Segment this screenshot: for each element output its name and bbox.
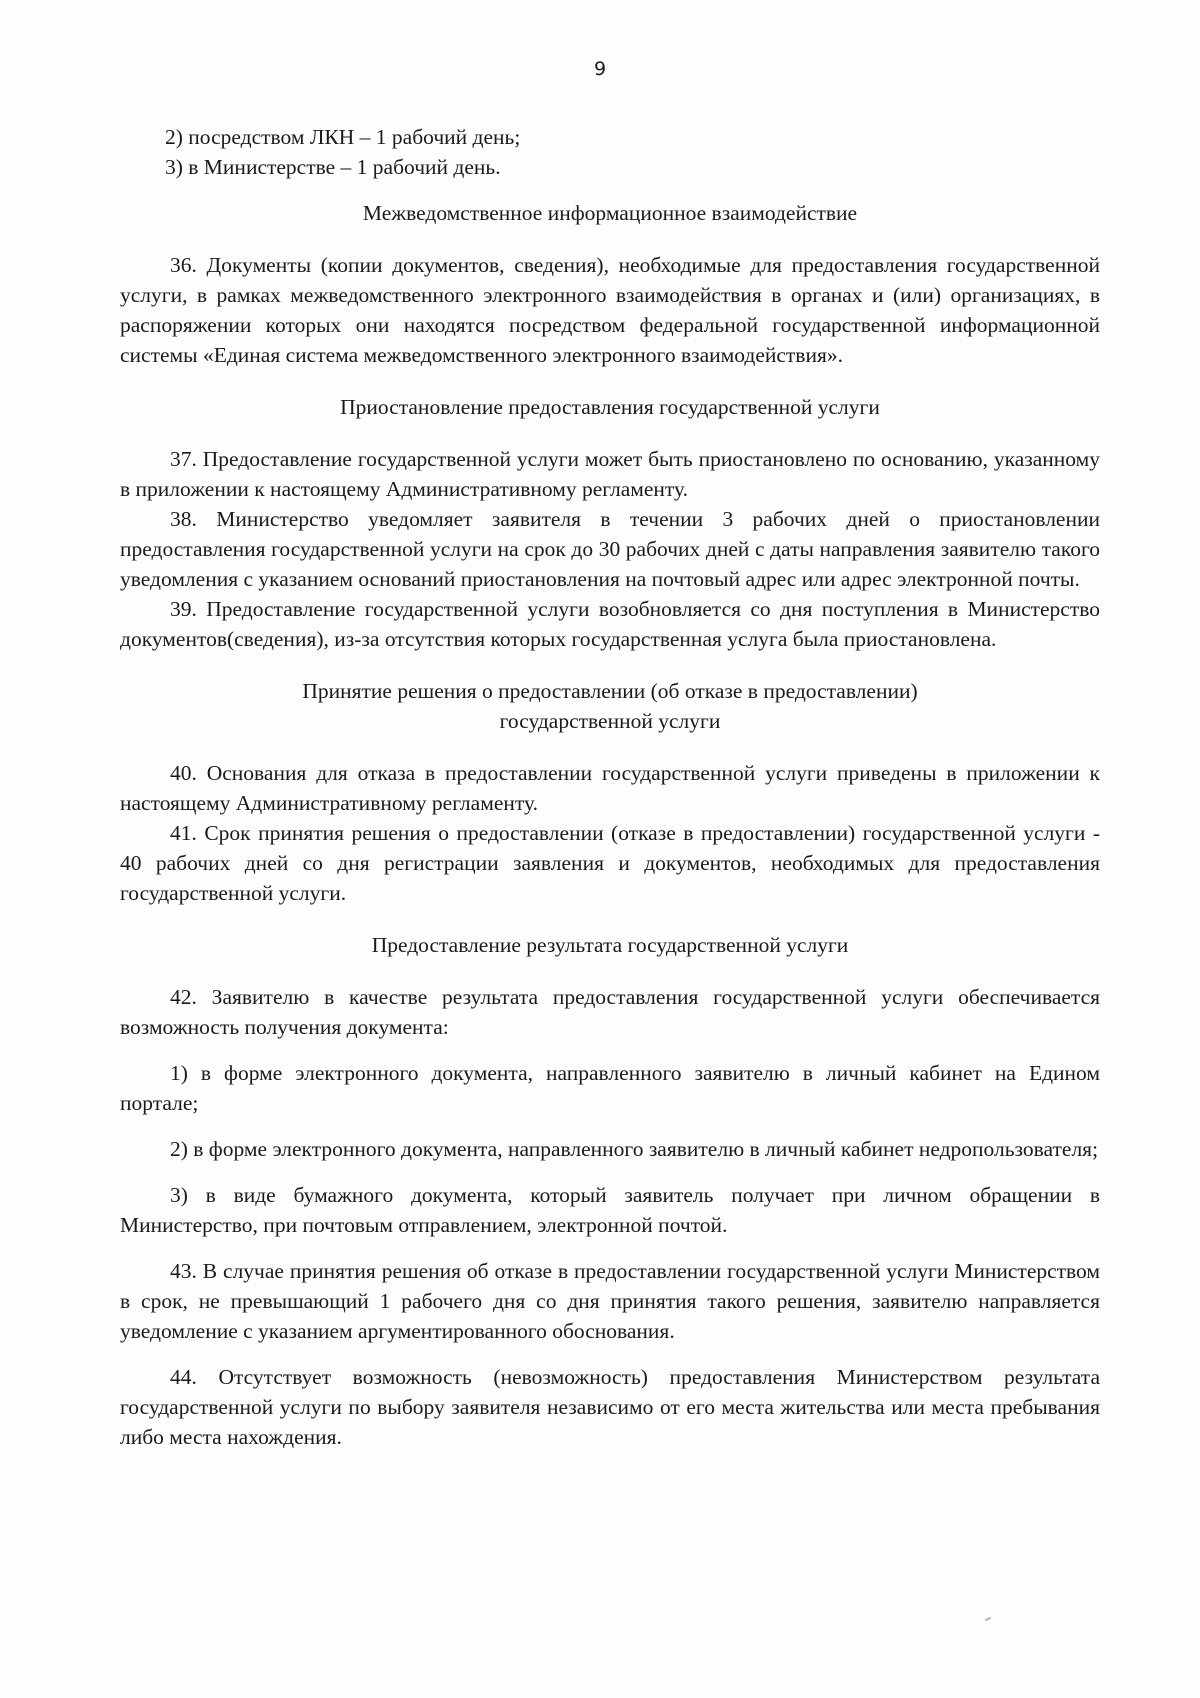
section-heading-decision-line2: государственной услуги (499, 709, 721, 733)
paragraph-38: 38. Министерство уведомляет заявителя в течении 3 рабочих дней о приостановлении предоставления государственной услуги на срок до 30 рабочих дней с даты направления заявителю такого уведомления с указанием оснований приостановления на почтовый адрес или адрес электронной почты. (120, 507, 1100, 591)
section-heading-decision-line1: Принятие решения о предоставлении (об отказе в предоставлении) (302, 679, 918, 703)
section-heading-suspension: Приостановление предоставления государственной услуги (340, 395, 880, 419)
paragraph-39: 39. Предоставление государственной услуги возобновляется со дня поступления в Министерство документов(сведения), из-за отсутствия которых государственная услуга была приостановлена. (120, 597, 1100, 651)
result-option-2: 2) в форме электронного документа, направленного заявителю в личный кабинет недропользователя; (170, 1137, 1099, 1161)
section-heading-interagency: Межведомственное информационное взаимодействие (362, 201, 858, 225)
paragraph-40: 40. Основания для отказа в предоставлении государственной услуги приведены в приложении к настоящему Административному регламенту. (120, 761, 1100, 815)
paragraph-44: 44. Отсутствует возможность (невозможность) предоставления Министерством результата государственной услуги по выбору заявителя независимо от его места жительства или места пребывания либо места нахождения. (120, 1365, 1100, 1449)
list-item: 2) посредством ЛКН – 1 рабочий день; (165, 125, 521, 149)
section-heading-decision (120, 676, 1100, 736)
paragraph-41: 41. Срок принятия решения о предоставлении (отказе в предоставлении) государственной услуги - 40 рабочих дней со дня регистрации заявления и документов, необходимых для предоставления государственной услуги. (120, 821, 1100, 905)
paragraph-43: 43. В случае принятия решения об отказе в предоставлении государственной услуги Министерством в срок, не превышающий 1 рабочего дня со дня принятия такого решения, заявителю направляется уведомление с указанием аргументированного обоснования. (120, 1259, 1100, 1343)
list-item: 3) в Министерстве – 1 рабочий день. (165, 155, 501, 179)
document-body (120, 122, 1100, 1452)
paragraph-37: 37. Предоставление государственной услуги может быть приостановлено по основанию, указанному в приложении к настоящему Административному регламенту. (120, 447, 1100, 501)
page-number: 9 (593, 58, 607, 80)
paragraph-36: 36. Документы (копии документов, сведения), необходимые для предоставления государственной услуги, в рамках межведомственного электронного взаимодействия в органах и (или) организациях, в распоряжении которых они находятся посредством федеральной государственной информационной системы «Единая система межведомственного электронного взаимодействия». (120, 253, 1100, 367)
result-option-3: 3) в виде бумажного документа, который заявитель получает при личном обращении в Министерство, при почтовым отправлением, электронной почтой. (120, 1183, 1100, 1237)
paragraph-42: 42. Заявителю в качестве результата предоставления государственной услуги обеспечивается возможность получения документа: (120, 985, 1100, 1039)
result-option-1: 1) в форме электронного документа, направленного заявителю в личный кабинет на Едином портале; (120, 1061, 1100, 1115)
section-heading-result: Предоставление результата государственной услуги (371, 933, 849, 957)
scan-mark (985, 1617, 991, 1621)
